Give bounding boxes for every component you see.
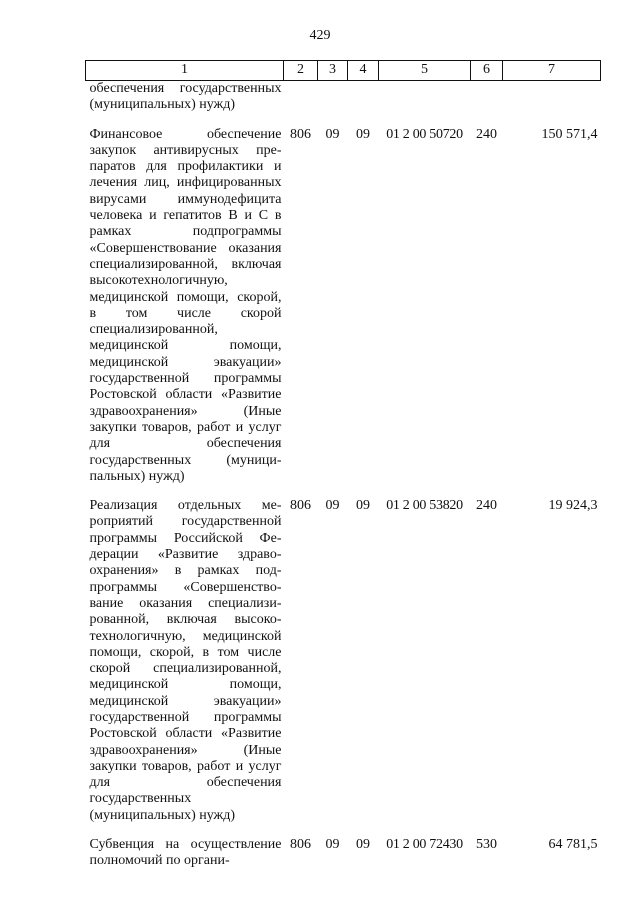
row-expense-type: 240 bbox=[476, 498, 497, 514]
row-ministry: 806 bbox=[290, 126, 311, 142]
row-subsection: 09 bbox=[356, 498, 370, 514]
row-subsection: 09 bbox=[356, 126, 370, 142]
table-header bbox=[86, 61, 601, 81]
row-target-article: 01 2 00 72430 bbox=[386, 837, 463, 853]
row-description: Реализация отдельных мероприятий государственной программы Российской Федерации «Развитие здравоохранения» в рамках подпрограммы «Совершенствование оказания специализированной, включая высокотехнологичную, медицинской помощи, скорой, в том числе скорой специализированной, медицинской помощи, медицинской эвакуации» государственной программы Ростовской области «Развитие здравоохранения» (Иные закупки товаров, работ и услуг для обеспечения государственных (муниципальных) нужд) bbox=[89, 498, 282, 823]
row-subsection: 09 bbox=[356, 837, 370, 853]
header-col-6: 6 bbox=[471, 61, 503, 81]
row-target-article: 01 2 00 53820 bbox=[386, 498, 463, 514]
row-amount: 150 571,4 bbox=[541, 126, 598, 142]
row-description: Финансовое обеспечение закупок антивирусных препаратов для профилактики и лечения лиц, инфицированных вирусами иммунодефицита человека и гепатитов В и С в рамках подпрограммы «Совершенствование оказания специализированной, включая высокотехнологичную, медицинской помощи, скорой, в том числе скорой специализированной, медицинской помощи, медицинской эвакуации» государственной программы Ростовской области «Развитие здравоохранения» (Иные закупки товаров, работ и услуг для обеспечения государственных (муниципальных) нужд) bbox=[89, 126, 282, 484]
budget-table bbox=[85, 60, 601, 870]
table-row bbox=[86, 485, 601, 824]
header-col-5: 5 bbox=[379, 61, 471, 81]
table-row bbox=[86, 81, 601, 114]
row-section: 09 bbox=[325, 498, 340, 514]
row-description: Субвенция на осуществление полномочий по органи- bbox=[89, 837, 282, 869]
header-col-1: 1 bbox=[86, 61, 284, 81]
header-col-3: 3 bbox=[318, 61, 348, 81]
header-row bbox=[86, 61, 601, 81]
header-col-4: 4 bbox=[348, 61, 379, 81]
header-col-7: 7 bbox=[503, 61, 601, 81]
header-col-2: 2 bbox=[284, 61, 318, 81]
row-section: 09 bbox=[325, 126, 340, 142]
row-target-article: 01 2 00 50720 bbox=[386, 126, 463, 142]
table-row bbox=[86, 824, 601, 870]
row-expense-type bbox=[471, 81, 503, 114]
page-number: 429 bbox=[309, 28, 331, 43]
row-target-article bbox=[379, 81, 471, 114]
row-section: 09 bbox=[325, 837, 340, 853]
row-ministry bbox=[284, 81, 318, 114]
row-ministry: 806 bbox=[290, 498, 311, 514]
row-amount: 19 924,3 bbox=[548, 498, 598, 514]
row-section bbox=[318, 81, 348, 114]
row-amount bbox=[503, 81, 601, 114]
row-expense-type: 240 bbox=[476, 126, 497, 142]
row-description: обеспечения государственных (муниципальных) нужд) bbox=[89, 81, 282, 113]
row-ministry: 806 bbox=[290, 837, 311, 853]
table-row bbox=[86, 114, 601, 486]
row-expense-type: 530 bbox=[476, 837, 497, 853]
row-amount: 64 781,5 bbox=[548, 837, 598, 853]
row-subsection bbox=[348, 81, 379, 114]
table-body bbox=[86, 81, 601, 870]
